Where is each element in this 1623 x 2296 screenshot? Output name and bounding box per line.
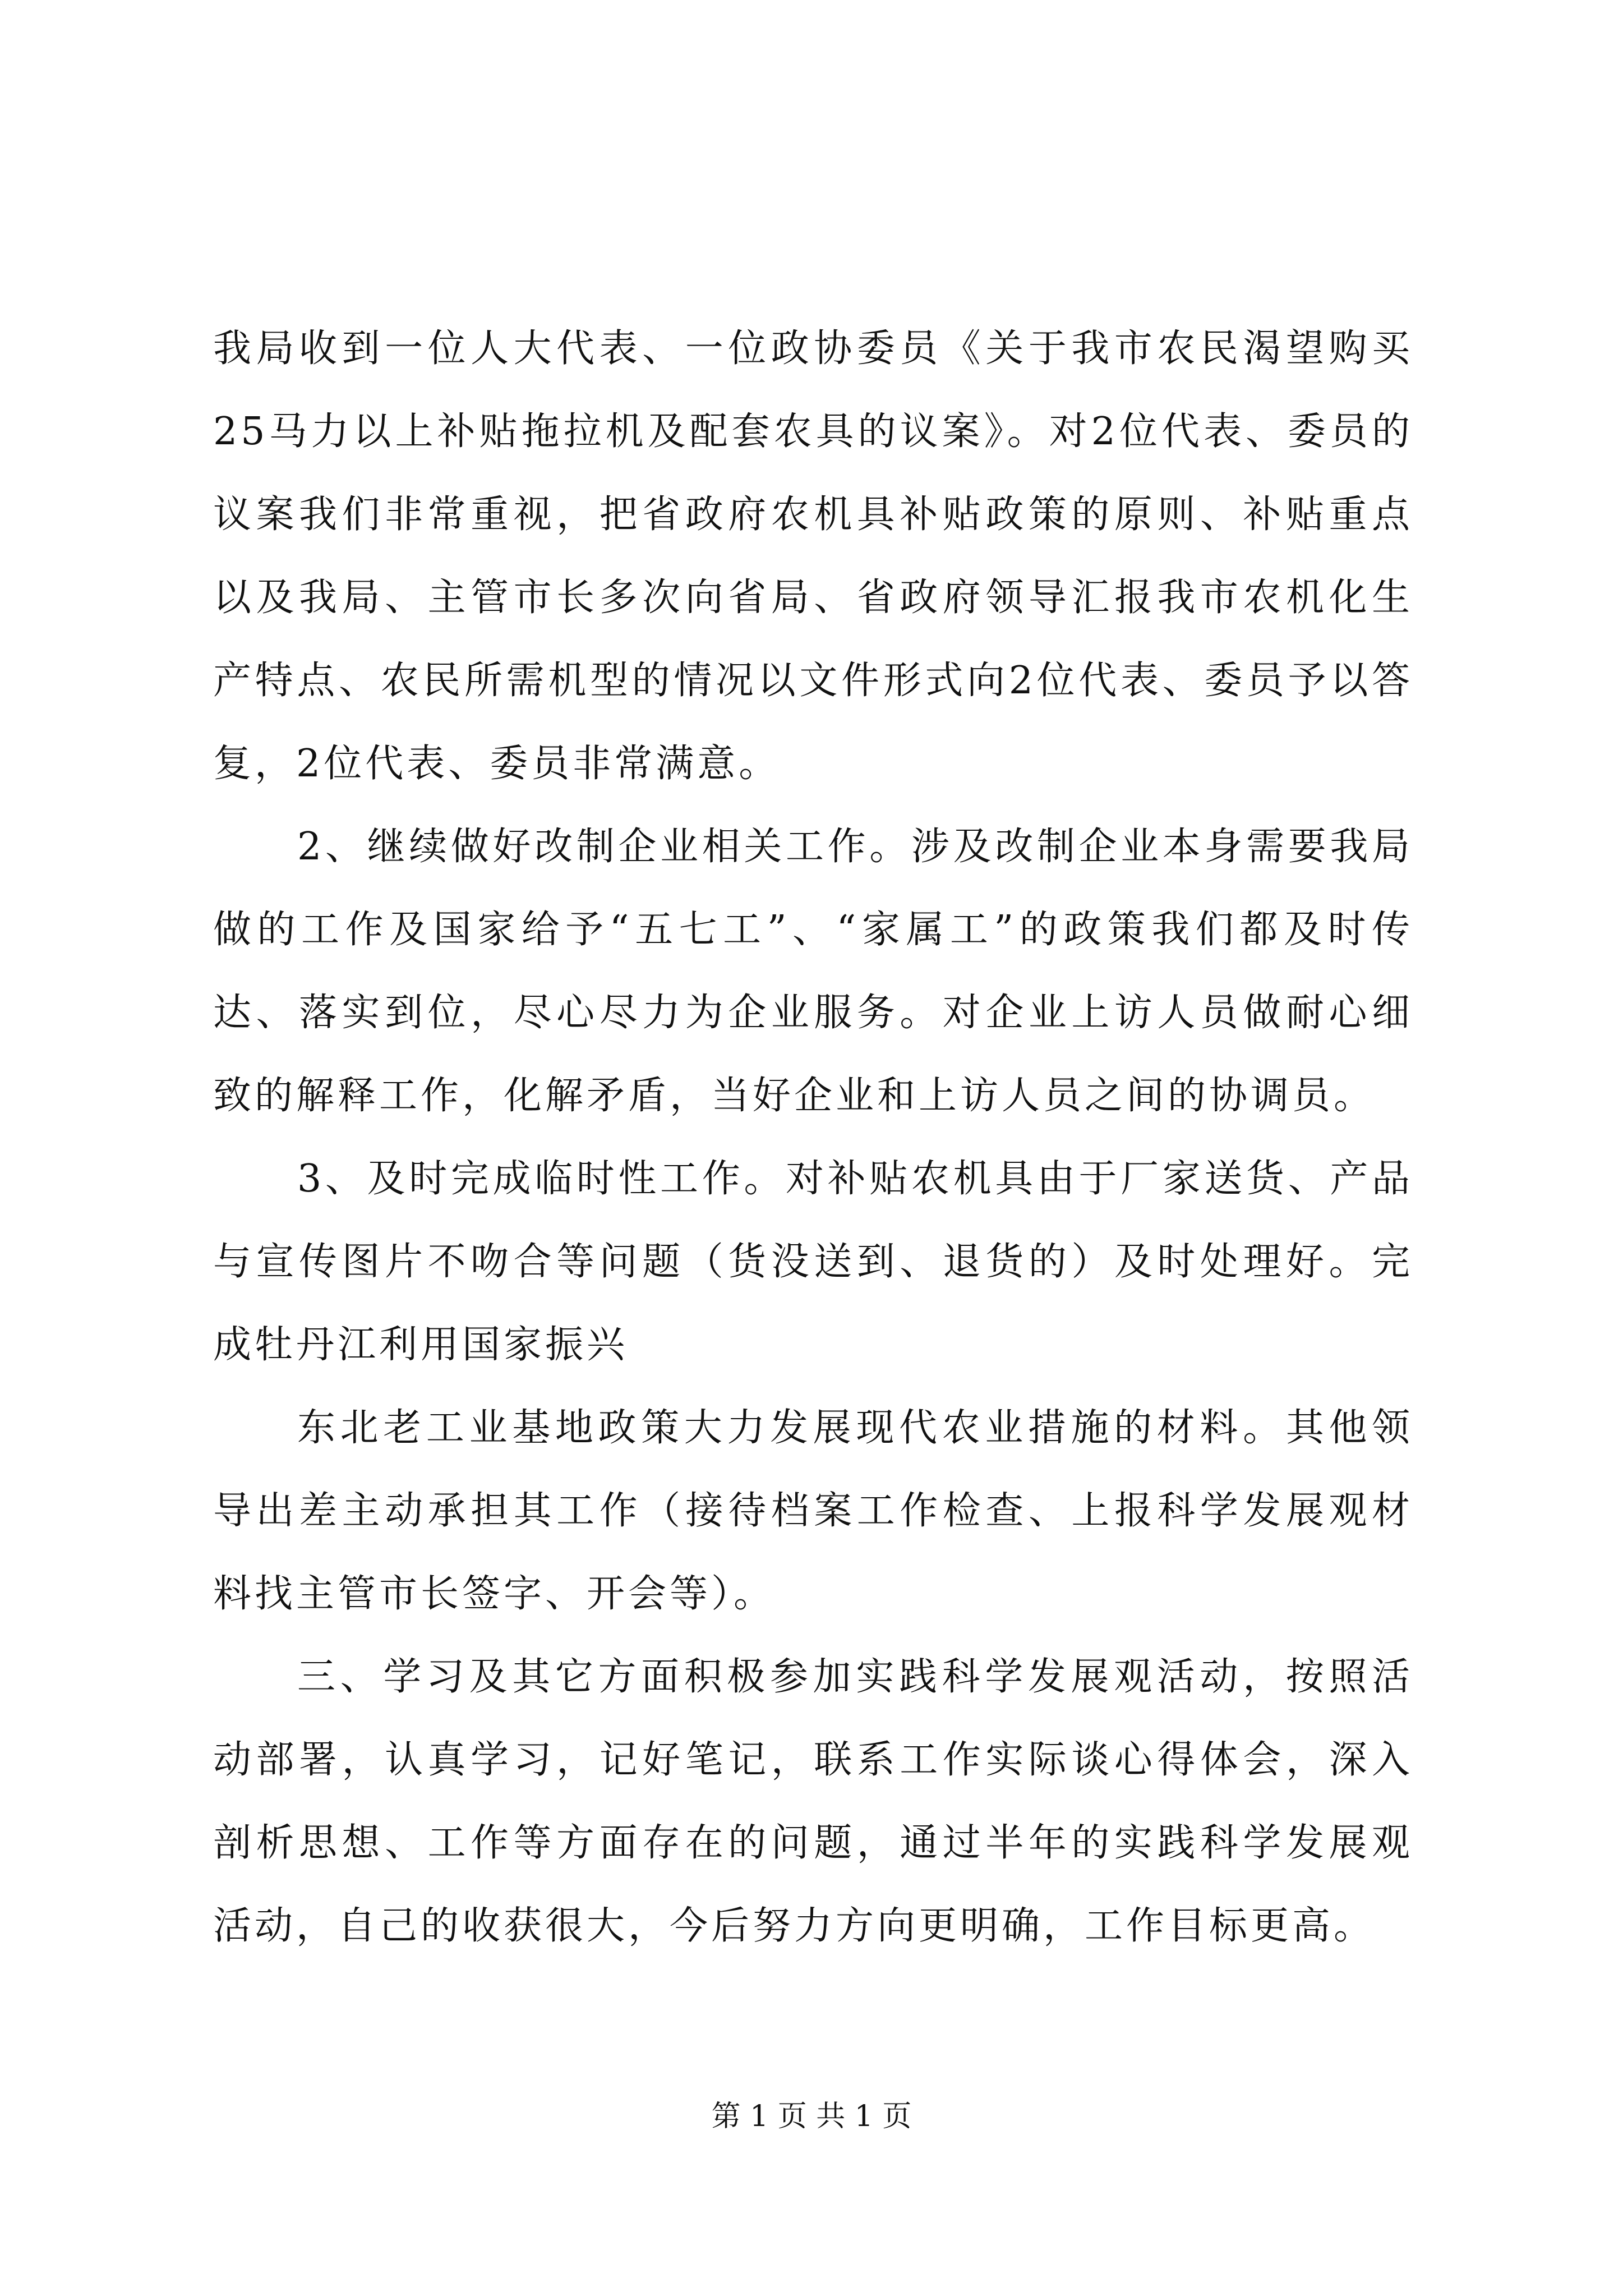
body-paragraph: 我局收到一位人大代表、一位政协委员《关于我市农民渴望购买25马力以上补贴拖拉机及配套农具的议案》。对2位代表、委员的议案我们非常重视，把省政府农机具补贴政策的原则、补贴重点以及我局、主管市长多次向省局、省政府领导汇报我市农机化生产特点、农民所需机型的情况以文件形式向2位代表、委员予以答复，2位代表、委员非常满意。 <box>213 326 1413 786</box>
body-paragraph: 东北老工业基地政策大力发展现代农业措施的材料。其他领导出差主动承担其工作（接待档案工作检查、上报科学发展观材料找主管市长签字、开会等）。 <box>213 1406 1413 1616</box>
page-number-footer: 第 1 页 共 1 页 <box>711 2100 912 2133</box>
body-paragraph: 2、继续做好改制企业相关工作。涉及改制企业本身需要我局做的工作及国家给予“五七工”、“家属工”的政策我们都及时传达、落实到位，尽心尽力为企业服务。对企业上访人员做耐心细致的解释工作，化解矛盾，当好企业和上访人员之间的协调员。 <box>213 825 1413 1118</box>
document-body <box>213 307 1413 1968</box>
body-paragraph: 三、学习及其它方面积极参加实践科学发展观活动，按照活动部署，认真学习，记好笔记，联系工作实际谈心得体会，深入剖析思想、工作等方面存在的问题，通过半年的实践科学发展观活动，自己的收获很大，今后努力方向更明确，工作目标更高。 <box>213 1655 1413 1948</box>
body-paragraph: 3、及时完成临时性工作。对补贴农机具由于厂家送货、产品与宣传图片不吻合等问题（货没送到、退货的）及时处理好。完成牡丹江利用国家振兴 <box>213 1157 1413 1367</box>
